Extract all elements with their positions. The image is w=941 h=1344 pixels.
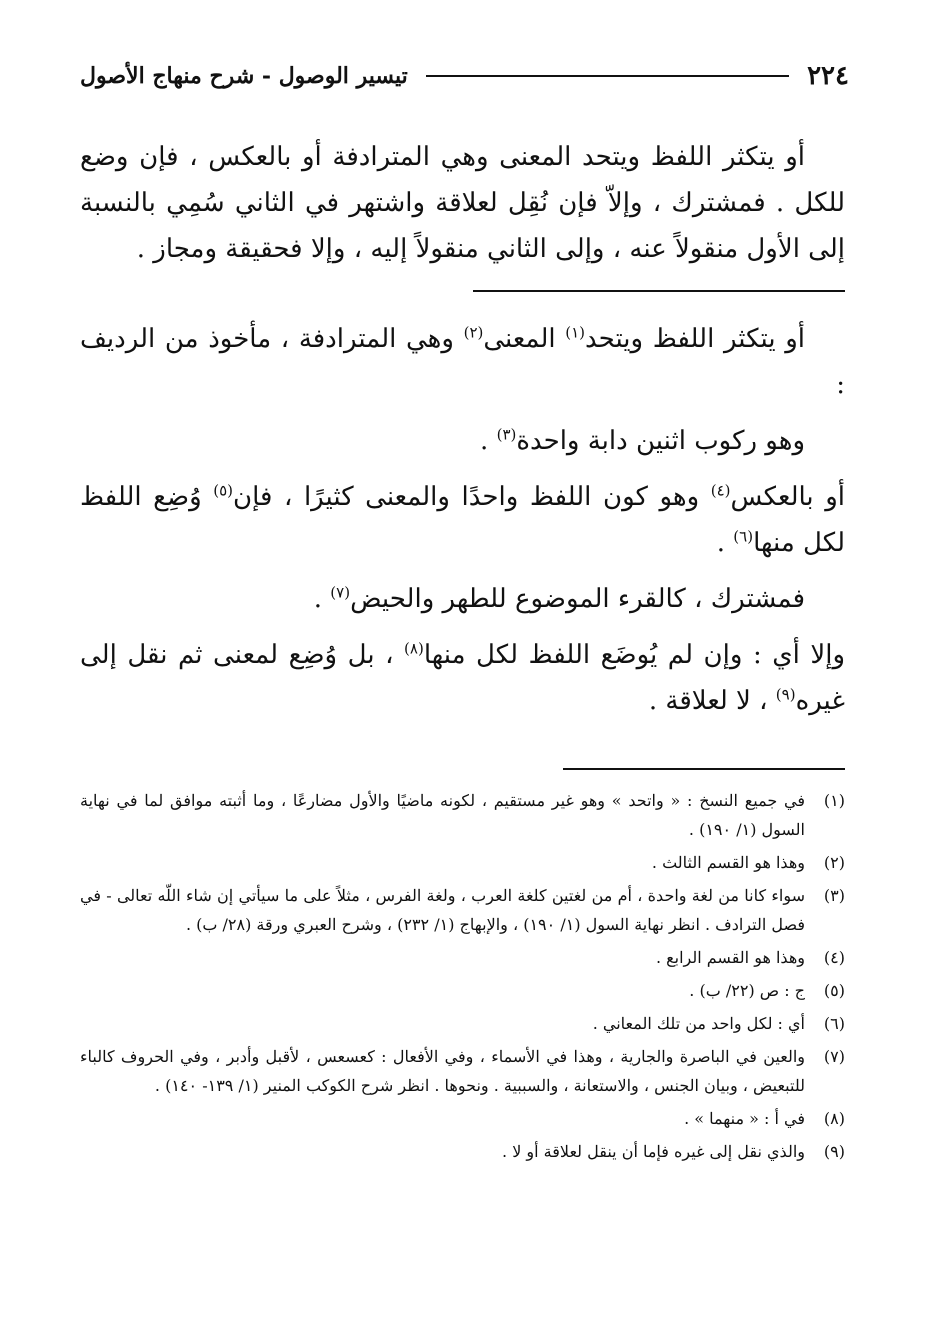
footnote-number: (٩) [823,1142,845,1161]
sharh-text: أو بالعكس [730,482,845,512]
footnote [80,881,845,939]
footnote-ref: (٨) [404,639,424,658]
footnote-text: في جميع النسخ : « واتحد » وهو غير مستقيم ، لكونه ماضيًا والأول مضارعًا ، وما أثبته موافق لما في نهاية السول (١/ ١٩٠) . [80,791,805,839]
footnote-number: (٣) [823,886,845,905]
footnote-text: ج : ص (٢٢/ ب) . [689,981,805,1000]
footnote-ref: (٧) [330,583,351,602]
footnote-text: وهذا هو القسم الرابع . [655,948,805,967]
footnote-number: (٧) [823,1047,845,1066]
sharh-paragraph-2 [80,418,845,464]
footnote [80,1104,845,1133]
page-number: ٢٢٤ [807,61,849,91]
matn-block [80,134,845,272]
footnote [80,1042,845,1100]
sharh-text: . [716,528,734,558]
footnote-text: والعين في الباصرة والجارية ، وهذا في الأسماء ، وفي الأفعال : كعسعس ، لأقبل وأدبر ، وفي الحروف كالباء للتبعيض ، وبيان الجنس ، والاستعانة ، والسببية . ونحوها . انظر شرح الكوكب المنير (١/ ١٣٩- ١٤٠) . [80,1047,805,1095]
footnote-number: (١) [823,791,845,810]
sharh-text: أو يتكثر اللفظ ويتحد [585,324,805,354]
footnote [80,1137,845,1166]
footnote-ref: (١) [565,323,586,342]
sharh-text: وهي المترادفة ، مأخوذ من الرديف : [80,324,845,400]
footnote-number: (٢) [823,853,845,872]
sharh-paragraph-5 [80,632,845,724]
footnote-ref: (٥) [213,481,233,500]
footnote-text: في أ : « منهما » . [684,1109,805,1128]
footnote-ref: (٦) [733,527,754,546]
sharh-text: وُضِع اللفظ لكل منها [80,482,845,558]
book-title: تيسير الوصول - شرح منهاج الأصول [80,63,408,89]
sharh-block [80,316,845,734]
footnote-text: وهذا هو القسم الثالث . [651,853,805,872]
footnote-ref: (٤) [710,481,731,500]
footnote-text: أي : لكل واحد من تلك المعاني . [592,1014,805,1033]
footnote-text: سواء كانا من لغة واحدة ، أم من لغتين كلغة العرب ، ولغة الفرس ، مثلاً على ما سيأتي إن شاء اللّه تعالى - في فصل الترادف . انظر نهاية السول (١/ ١٩٠) ، والإبهاج (١/ ٢٣٢) ، وشرح العبري ورقة (٢٨/ ب) . [80,886,805,934]
footnote [80,1009,845,1038]
footnote-number: (٦) [823,1014,845,1033]
header-rule [426,75,789,77]
sharh-text: فمشترك ، كالقرء الموضوع للطهر والحيض [350,584,805,614]
sharh-text: ، لا لعلاقة . [648,686,776,716]
footnote [80,943,845,972]
footnote [80,848,845,877]
footnote-ref: (٩) [775,685,796,704]
footnote-number: (٥) [823,981,845,1000]
footnote-ref: (٢) [463,323,484,342]
sharh-text: وهو ركوب اثنين دابة واحدة [516,426,805,456]
matn-paragraph: أو يتكثر اللفظ ويتحد المعنى وهي المترادفة أو بالعكس ، فإن وضع للكل . فمشترك ، وإلاّ فإن نُقِل لعلاقة واشتهر في الثاني سُمِي بالنسبة إلى الأول منقولاً عنه ، وإلى الثاني منقولاً إليه ، وإلا فحقيقة ومجاز . [80,142,845,264]
sharh-paragraph-3 [80,474,845,566]
sharh-text: وهو كون اللفظ واحدًا والمعنى كثيرًا ، فإن [232,482,711,512]
footnote-number: (٤) [823,948,845,967]
footnote [80,786,845,844]
matn-separator-rule [473,290,845,292]
footnote-ref: (٣) [496,425,517,444]
running-header [80,56,849,96]
sharh-text: . [313,584,331,614]
sharh-text: المعنى [483,324,566,354]
sharh-text: ، بل وُضِع لمعنى ثم نقل إلى غيره [80,640,845,716]
sharh-paragraph-1 [80,316,845,408]
footnote-number: (٨) [823,1109,845,1128]
footnote-separator-rule [563,768,845,770]
sharh-text: . [480,426,497,456]
sharh-paragraph-4 [80,576,845,622]
footnote [80,976,845,1005]
footnotes-list [80,786,845,1170]
footnote-text: والذي نقل إلى غيره فإما أن ينقل لعلاقة أو لا . [502,1142,805,1161]
sharh-text: وإلا أي : وإن لم يُوضَع اللفظ لكل منها [423,640,845,670]
